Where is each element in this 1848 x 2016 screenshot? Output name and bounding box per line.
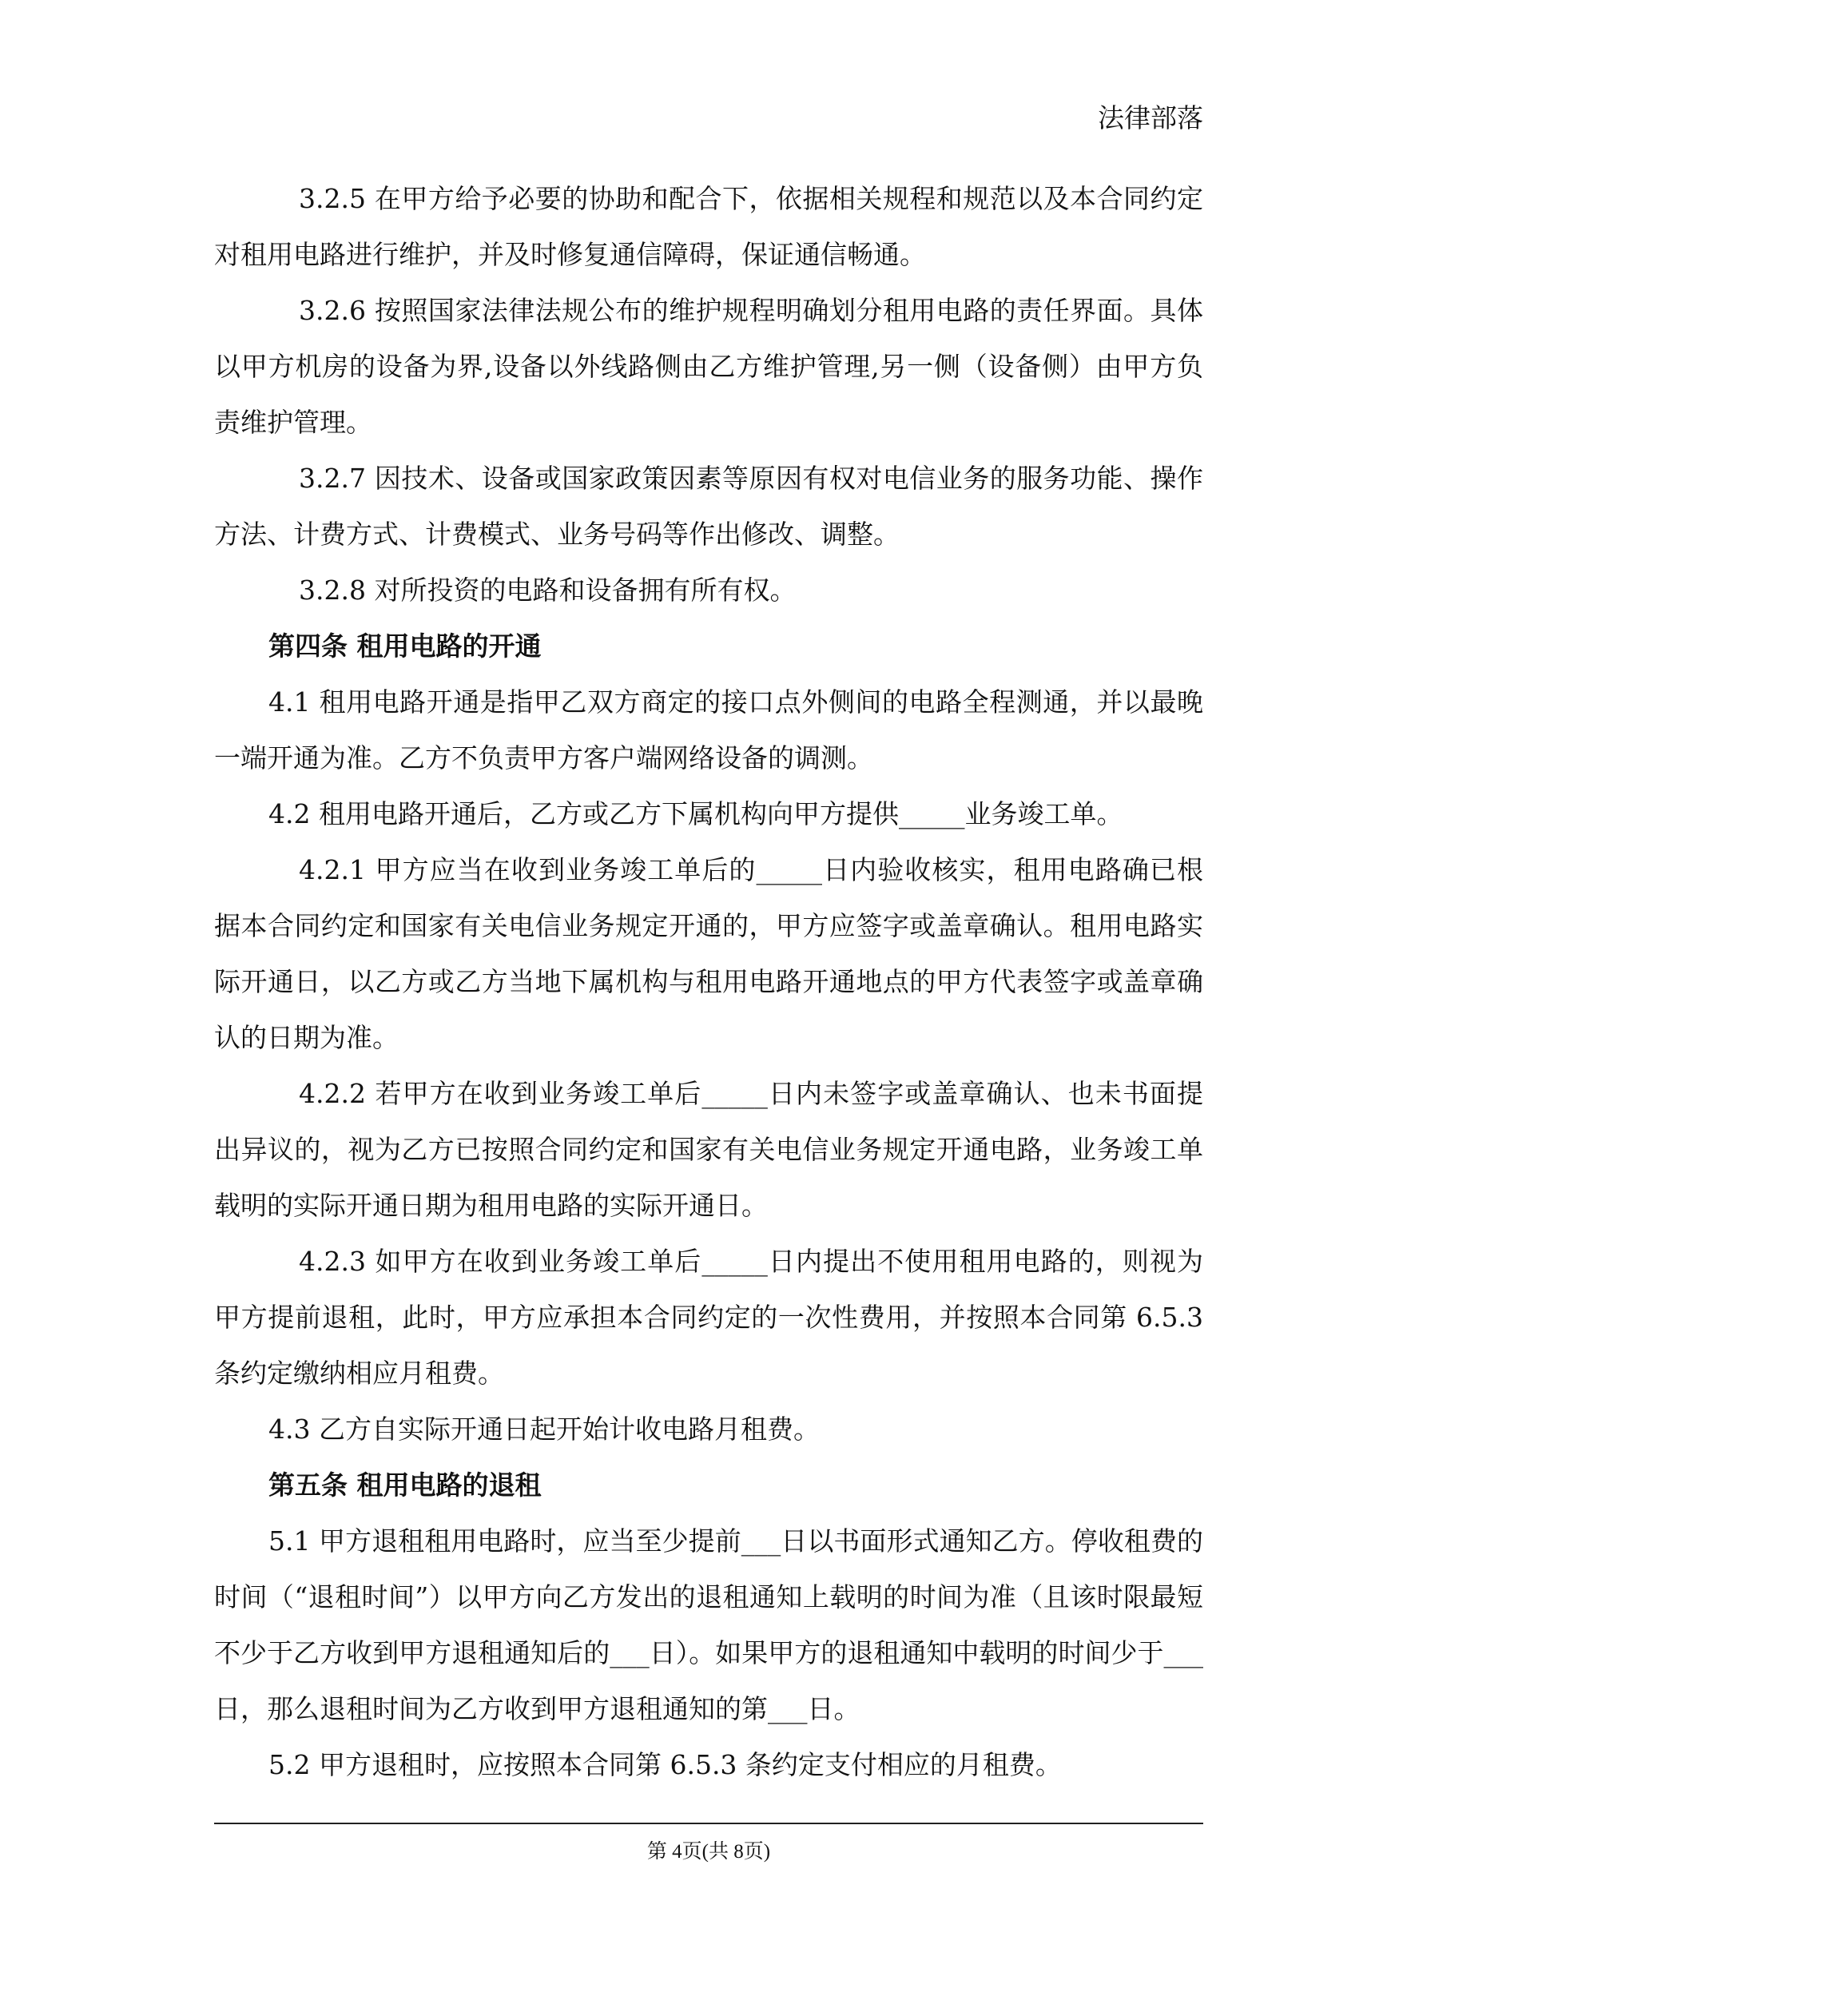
document-body (214, 171, 1203, 1793)
clause-4-1: 4.1 租用电路开通是指甲乙双方商定的接口点外侧间的电路全程测通，并以最晚一端开通为准。乙方不负责甲方客户端网络设备的调测。 (214, 686, 1203, 773)
document-page (214, 0, 1203, 2016)
clause-5-1: 5.1 甲方退租租用电路时，应当至少提前___日以书面形式通知乙方。停收租费的时间（“退租时间”）以甲方向乙方发出的退租通知上载明的时间为准（且该时限最短不少于乙方收到甲方退租通知后的___日）。如果甲方的退租通知中载明的时间少于___日，那么退租时间为乙方收到甲方退租通知的第___日。 (214, 1525, 1203, 1724)
clause-5-2: 5.2 甲方退租时，应按照本合同第 6.5.3 条约定支付相应的月租费。 (268, 1749, 1062, 1780)
clause-4-2-1: 4.2.1 甲方应当在收到业务竣工单后的_____日内验收核实，租用电路确已根据本合同约定和国家有关电信业务规定开通的，甲方应签字或盖章确认。租用电路实际开通日，以乙方或乙方当地下属机构与租用电路开通地点的甲方代表签字或盖章确认的日期为准。 (214, 854, 1203, 1053)
clause-4-3: 4.3 乙方自实际开通日起开始计收电路月租费。 (268, 1414, 820, 1445)
clause-4-2-2: 4.2.2 若甲方在收到业务竣工单后_____日内未签字或盖章确认、也未书面提出异议的，视为乙方已按照合同约定和国家有关电信业务规定开通电路，业务竣工单载明的实际开通日期为租用电路的实际开通日。 (214, 1078, 1203, 1221)
clause-3-2-8: 3.2.8 对所投资的电路和设备拥有所有权。 (299, 575, 797, 606)
clause-3-2-5: 3.2.5 在甲方给予必要的协助和配合下，依据相关规程和规范以及本合同约定对租用电路进行维护，并及时修复通信障碍，保证通信畅通。 (214, 183, 1203, 270)
clause-4-2-3: 4.2.3 如甲方在收到业务竣工单后_____日内提出不使用租用电路的，则视为甲方提前退租，此时，甲方应承担本合同约定的一次性费用，并按照本合同第 6.5.3 条约定缴纳相应月租费。 (214, 1246, 1203, 1389)
clause-4-2: 4.2 租用电路开通后，乙方或乙方下属机构向甲方提供_____业务竣工单。 (268, 798, 1123, 829)
footer-divider (214, 1823, 1203, 1824)
clause-3-2-6: 3.2.6 按照国家法律法规公布的维护规程明确划分租用电路的责任界面。具体以甲方机房的设备为界,设备以外线路侧由乙方维护管理,另一侧（设备侧）由甲方负责维护管理。 (214, 295, 1203, 438)
article-4-heading: 第四条 租用电路的开通 (268, 630, 542, 662)
page-header: 法律部落 (1098, 102, 1203, 133)
clause-3-2-7: 3.2.7 因技术、设备或国家政策因素等原因有权对电信业务的服务功能、操作方法、计费方式、计费模式、业务号码等作出修改、调整。 (214, 463, 1203, 550)
page-number: 第 4页(共 8页) (646, 1841, 771, 1863)
article-5-heading: 第五条 租用电路的退租 (268, 1469, 542, 1501)
